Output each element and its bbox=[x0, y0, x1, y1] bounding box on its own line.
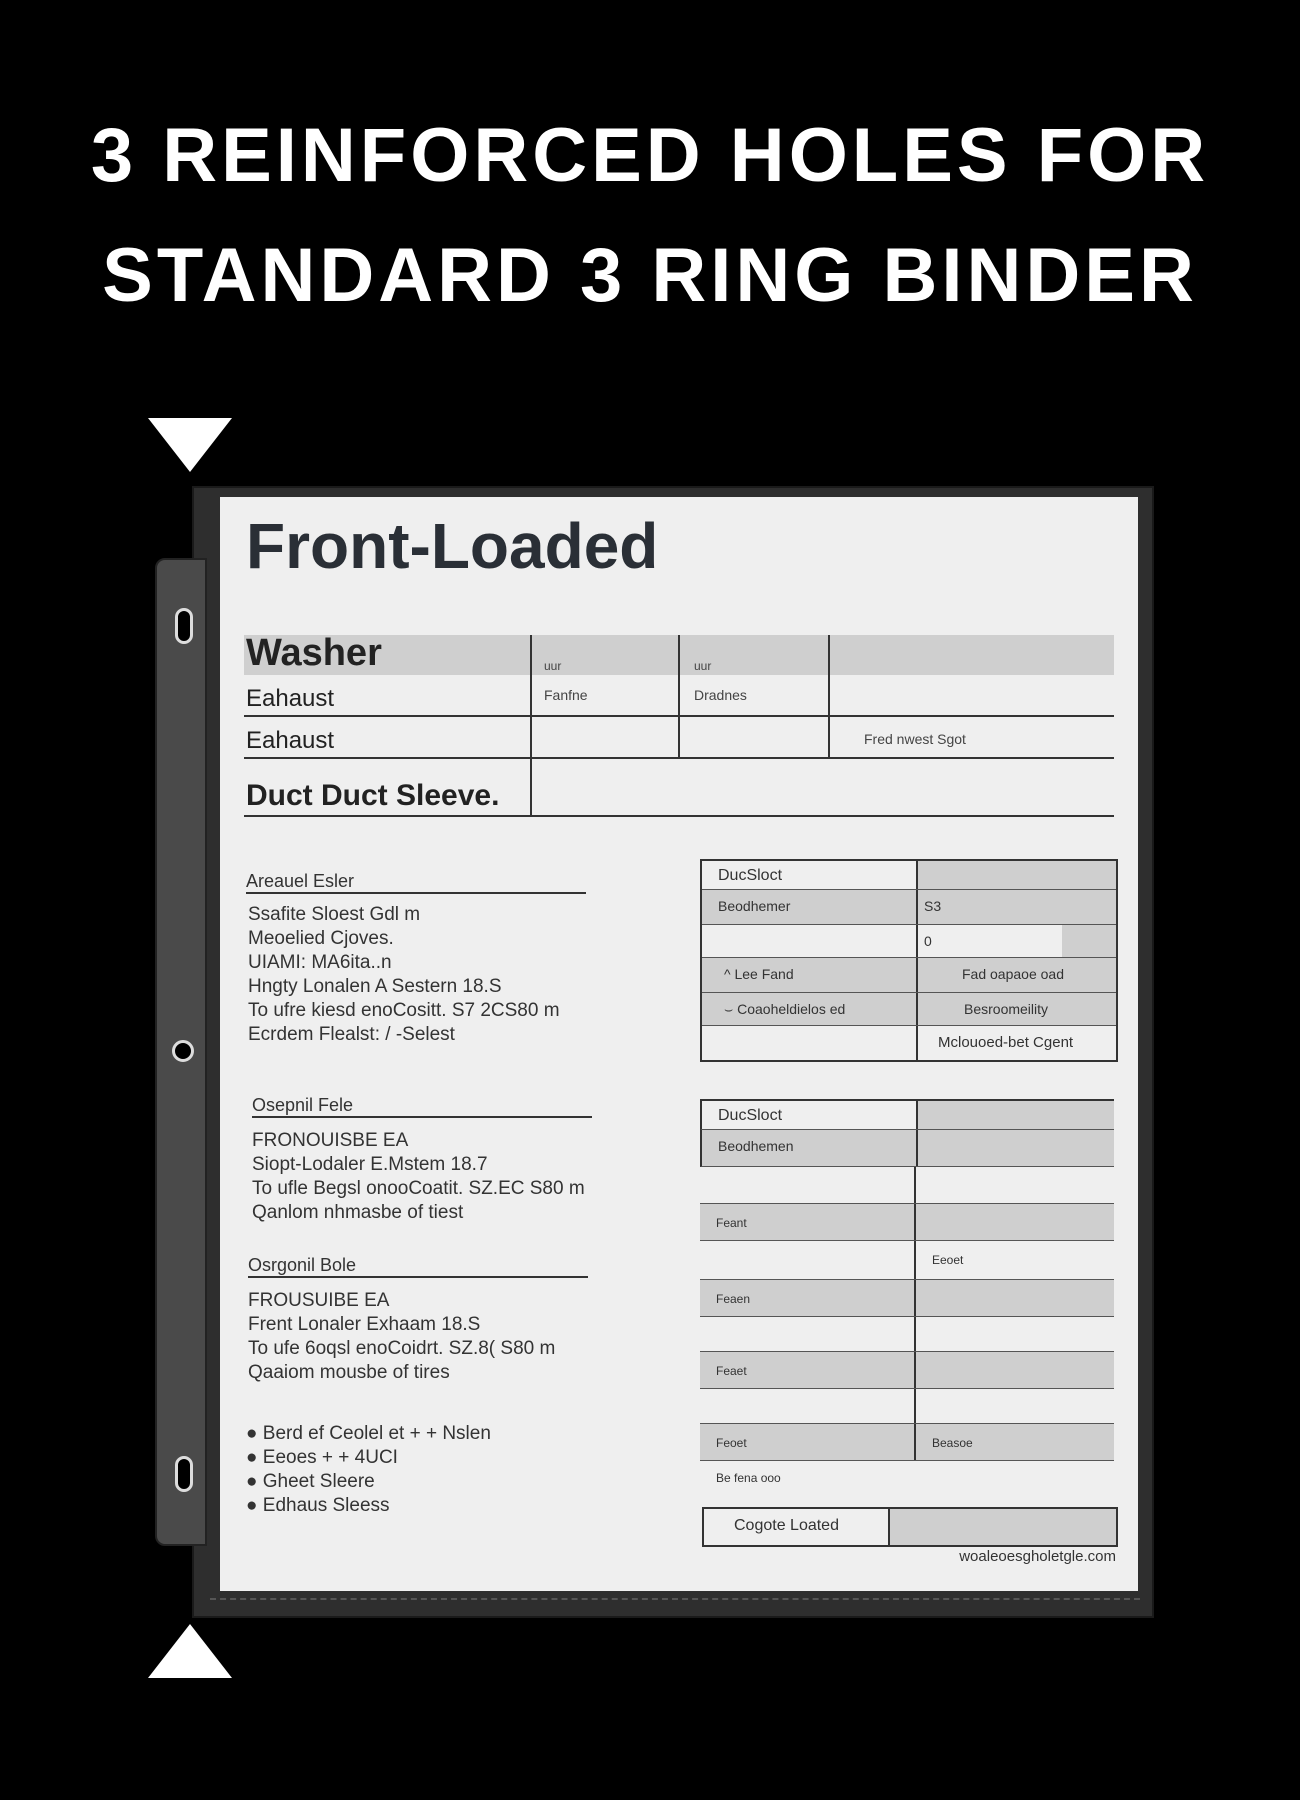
list-item: ● Gheet Sleere bbox=[246, 1471, 375, 1492]
table-cell: Eeoet bbox=[932, 1253, 964, 1267]
top-slot-hole-icon bbox=[175, 608, 193, 644]
text-line: Frent Lonaler Exhaam 18.S bbox=[248, 1314, 481, 1335]
table-cell: S3 bbox=[924, 898, 942, 914]
sleeve-stitch-line bbox=[210, 1598, 1140, 1600]
table-row bbox=[244, 632, 1114, 675]
top-table bbox=[244, 632, 1114, 817]
document-title: Front-Loaded bbox=[246, 510, 659, 582]
text-line: UIAMI: MA6ita..n bbox=[248, 952, 392, 973]
table-row bbox=[700, 1280, 1114, 1317]
text-line: FROUSUIBE EA bbox=[248, 1290, 390, 1311]
text-line: Hngty Lonalen A Sestern 18.S bbox=[248, 976, 502, 997]
table-row bbox=[700, 1241, 1114, 1280]
list-item-text: Berd ef Ceolel et + + Nslen bbox=[262, 1423, 491, 1444]
right-table-2 bbox=[700, 1099, 1114, 1493]
table-cell: 0 bbox=[924, 933, 932, 949]
table-row bbox=[700, 1101, 1114, 1130]
table-cell: Mclouoed-bet Cgent bbox=[938, 1034, 1074, 1051]
table-row bbox=[700, 1130, 1114, 1167]
table-cell: Feaet bbox=[716, 1364, 747, 1378]
table-cell: Beasoe bbox=[932, 1436, 973, 1450]
table-cell: DucSloct bbox=[718, 867, 783, 884]
row-label: Eahaust bbox=[246, 685, 335, 712]
arrow-up-icon bbox=[148, 1624, 232, 1678]
table-cell: Be fena ooo bbox=[716, 1471, 781, 1485]
list-item-text: Gheet Sleere bbox=[262, 1471, 375, 1492]
tiny-label: uur bbox=[694, 659, 712, 673]
section-lines bbox=[248, 903, 560, 1047]
text-line: FRONOUISBE EA bbox=[252, 1130, 409, 1151]
table-row bbox=[702, 861, 1116, 890]
row-label: Washer bbox=[246, 632, 382, 674]
table-cell: Besroomeility bbox=[964, 1001, 1049, 1017]
table-row bbox=[702, 958, 1116, 993]
row-label: Duct Duct Sleeve. bbox=[246, 779, 500, 812]
table-cell: Fred nwest Sgot bbox=[864, 731, 966, 747]
document-sheet bbox=[220, 497, 1138, 1591]
text-line: To ufre kiesd enoCositt. S7 2CS80 m bbox=[248, 1000, 560, 1021]
section-heading: Osrgonil Bole bbox=[248, 1255, 588, 1278]
list-item: ● Eeoes + + 4UCI bbox=[246, 1447, 398, 1468]
table-row bbox=[700, 1424, 1114, 1461]
section-heading: Osepnil Fele bbox=[252, 1095, 592, 1118]
table-row bbox=[700, 1461, 1114, 1493]
list-item: ● Edhaus Sleess bbox=[246, 1495, 390, 1516]
table-cell: Dradnes bbox=[694, 687, 747, 703]
table-row bbox=[244, 759, 1114, 817]
table-row bbox=[700, 1204, 1114, 1241]
text-line: Qaaiom mousbe of tires bbox=[248, 1362, 450, 1383]
table-row bbox=[700, 1389, 1114, 1424]
table-cell: Feaen bbox=[716, 1292, 751, 1306]
bottom-label: Cogote Loated bbox=[734, 1517, 839, 1534]
table-row bbox=[700, 1167, 1114, 1204]
table-cell: Feoet bbox=[716, 1436, 747, 1450]
text-line: Siopt-Lodaler E.Mstem 18.7 bbox=[252, 1154, 488, 1175]
table-cell: Beodhemen bbox=[718, 1138, 794, 1154]
table-cell: Beodhemer bbox=[718, 898, 791, 914]
table-row bbox=[702, 925, 1116, 958]
list-item-text: Edhaus Sleess bbox=[262, 1495, 390, 1516]
table-cell: Fanfne bbox=[544, 687, 588, 703]
table-cell: Feant bbox=[716, 1216, 747, 1230]
table-row bbox=[700, 1317, 1114, 1352]
text-line: Qanlom nhmasbe of tiest bbox=[252, 1202, 464, 1223]
table-row bbox=[702, 1026, 1116, 1060]
table-row bbox=[700, 1352, 1114, 1389]
table-row bbox=[702, 890, 1116, 925]
table-cell: ^ Lee Fand bbox=[724, 966, 794, 982]
headline-line-2: STANDARD 3 RING BINDER bbox=[102, 233, 1198, 318]
list-item-text: Eeoes + + 4UCI bbox=[262, 1447, 398, 1468]
tiny-label: uur bbox=[544, 659, 562, 673]
website-text: woaleoesgholetgle.com bbox=[959, 1548, 1116, 1565]
text-line: Ssafite Sloest Gdl m bbox=[248, 904, 421, 925]
text-line: To ufe 6oqsl enoCoidrt. SZ.8( S80 m bbox=[248, 1338, 556, 1359]
section-heading: Areauel Esler bbox=[246, 871, 586, 894]
text-line: Ecrdem Flealst: / -Selest bbox=[248, 1024, 455, 1045]
list-item: ● Berd ef Ceolel et + + Nslen bbox=[246, 1423, 491, 1444]
bottom-slot-hole-icon bbox=[175, 1456, 193, 1492]
section-lines bbox=[248, 1289, 555, 1385]
arrow-down-icon bbox=[148, 418, 232, 472]
right-table-1 bbox=[700, 859, 1118, 1062]
row-label: Eahaust bbox=[246, 727, 335, 754]
headline-line-1: 3 REINFORCED HOLES FOR bbox=[90, 113, 1210, 198]
table-cell: DucSloct bbox=[718, 1107, 783, 1124]
bottom-label-box bbox=[702, 1507, 1118, 1547]
table-row bbox=[244, 675, 1114, 717]
table-cell: ⌣ Coaoheldielos ed bbox=[724, 1001, 846, 1017]
text-line: Meoelied Cjoves. bbox=[248, 928, 394, 949]
table-row bbox=[702, 993, 1116, 1026]
table-cell: Fad oapaoe oad bbox=[962, 966, 1064, 982]
middle-round-hole-icon bbox=[172, 1040, 194, 1062]
text-line: To ufle Begsl onooCoatit. SZ.EC S80 m bbox=[252, 1178, 585, 1199]
table-row bbox=[244, 717, 1114, 759]
section-lines bbox=[252, 1129, 585, 1225]
